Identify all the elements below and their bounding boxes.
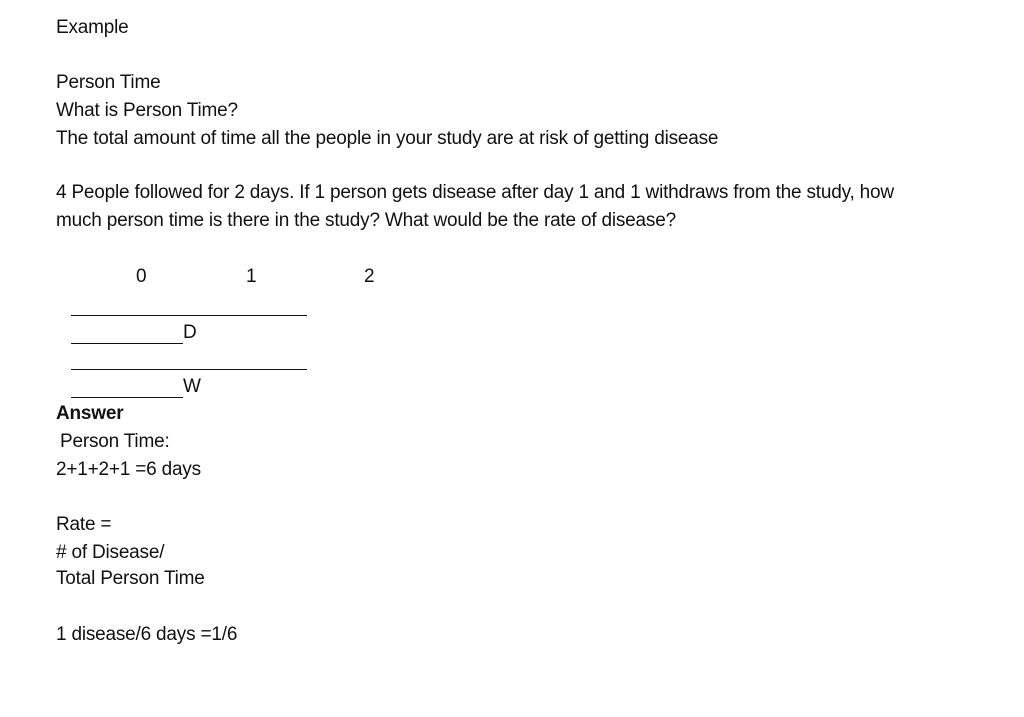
answer-heading: Answer [56, 403, 124, 424]
problem-line-2: much person time is there in the study? What would be the rate of disease? [56, 210, 676, 231]
rate-numerator: # of Disease/ [56, 542, 165, 563]
timeline-row-4 [71, 397, 183, 398]
timeline-tick-2: 2 [364, 266, 375, 287]
rate-denominator: Total Person Time [56, 568, 205, 589]
question-text: What is Person Time? [56, 100, 238, 121]
rate-label: Rate = [56, 514, 112, 535]
topic-title: Person Time [56, 72, 161, 93]
timeline-tick-0: 0 [136, 266, 147, 287]
timeline-row-3 [71, 369, 307, 370]
timeline-tick-1: 1 [246, 266, 257, 287]
person-time-label: Person Time: [60, 431, 170, 452]
heading: Example [56, 17, 129, 38]
timeline-row-1 [71, 315, 307, 316]
problem-line-1: 4 People followed for 2 days. If 1 person gets disease after day 1 and 1 withdraws from the study, how [56, 182, 894, 203]
rate-result: 1 disease/6 days =1/6 [56, 624, 238, 645]
withdrawal-marker: W [183, 376, 201, 397]
timeline-row-2 [71, 343, 183, 344]
disease-marker: D [183, 322, 197, 343]
definition-text: The total amount of time all the people in your study are at risk of getting disease [56, 128, 719, 149]
person-time-calculation: 2+1+2+1 =6 days [56, 459, 201, 480]
